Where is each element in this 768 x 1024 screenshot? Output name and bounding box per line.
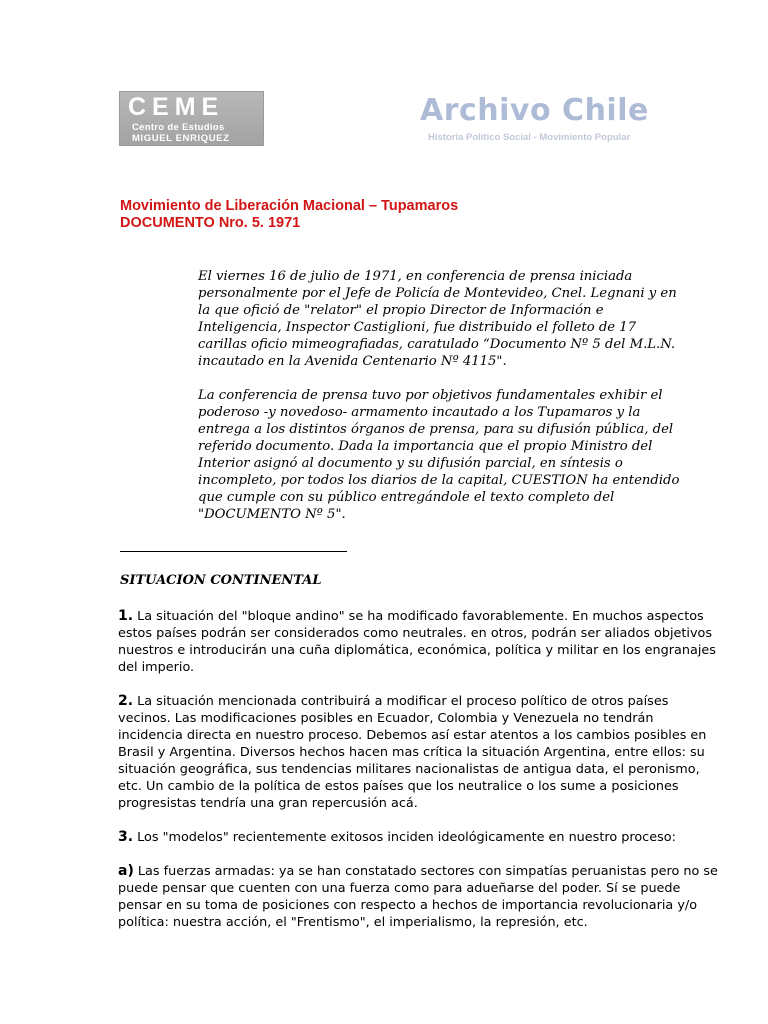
document-title-line2: DOCUMENTO Nro. 5. 1971 <box>120 215 301 231</box>
document-title-line1: Movimiento de Liberación Macional – Tupamaros <box>120 198 459 214</box>
section-body <box>118 608 718 948</box>
item-label: 2. <box>118 693 134 709</box>
archivo-chile-subtitle: Historia Político Social - Movimiento Popular <box>428 132 631 143</box>
intro-paragraph-2: La conferencia de prensa tuvo por objetivos fundamentales exhibir el poderoso -y novedoso- armamento incautado a los Tupamaros y la entrega a los distintos órganos de prensa, para su difusión pública, del referido documento. Dada la importancia que el propio Ministro del Interior asignó al documento y su difusión parcial, en síntesis o incompleto, por todos los diarios de la capital, CUESTION ha entendido que cumple con su público entregándole el texto completo del "DOCUMENTO Nº 5". <box>198 388 680 522</box>
archivo-chile-title: Archivo Chile <box>420 93 649 128</box>
intro-paragraph-1: El viernes 16 de julio de 1971, en conferencia de prensa iniciada personalmente por el Jefe de Policía de Montevideo, Cnel. Legnani y en la que ofició de "relator" el propio Director de Información e Inteligencia, Inspector Castiglioni, fue distribuido el folleto de 17 carillas oficio mimeografiadas, caratulado “Documento Nº 5 del M.L.N. incautado en la Avenida Centenario Nº 4115". <box>198 269 677 369</box>
item-label: 1. <box>118 608 134 624</box>
ceme-logo-line2: MIGUEL ENRIQUEZ <box>132 133 230 144</box>
item-text: La situación mencionada contribuirá a modificar el proceso político de otros países vecinos. Las modificaciones posibles en Ecuador, Colombia y Venezuela no tendrán incidencia directa en nuestro proceso. Debemos así estar atentos a los cambios posibles en Brasil y Argentina. Diversos hechos hacen mas crítica la situación Argentina, entre ellos: su situación geográfica, sus tendencias militares nacionalistas de antigua data, el peronismo, etc. Un cambio de la política de estos países que los neutralice o los sume a posiciones progresistas tendría una gran repercusión acá. <box>118 694 707 811</box>
document-title <box>120 198 458 232</box>
list-item <box>118 863 718 931</box>
separator-rule <box>120 551 347 552</box>
item-text: Los "modelos" recientemente exitosos inciden ideológicamente en nuestro proceso: <box>133 830 676 845</box>
item-label: a) <box>118 863 134 879</box>
section-heading: SITUACION CONTINENTAL <box>120 573 322 588</box>
intro-block <box>198 268 688 540</box>
list-item <box>118 608 718 676</box>
item-text: Las fuerzas armadas: ya se han constatado sectores con simpatías peruanistas pero no se puede pensar que cuenten con una fuerza como para adueñarse del poder. Sí se puede pensar en su toma de posiciones con respecto a hechos de importancia revolucionaria y/o política: nuestra acción, el "Frentismo", el imperialismo, la represión, etc. <box>118 864 718 930</box>
item-label: 3. <box>118 829 134 845</box>
list-item <box>118 693 718 812</box>
list-item <box>118 829 718 846</box>
ceme-logo-line1: Centro de Estudios <box>132 122 225 133</box>
ceme-logo-letters: CEME <box>128 93 225 121</box>
item-text: La situación del "bloque andino" se ha modificado favorablemente. En muchos aspectos estos países podrán ser considerados como neutrales. en otros, podrán ser aliados objetivos nuestros e introducirán una cuña diplomática, económica, política y militar en los engranajes del imperio. <box>118 609 716 675</box>
ceme-logo <box>119 91 264 146</box>
